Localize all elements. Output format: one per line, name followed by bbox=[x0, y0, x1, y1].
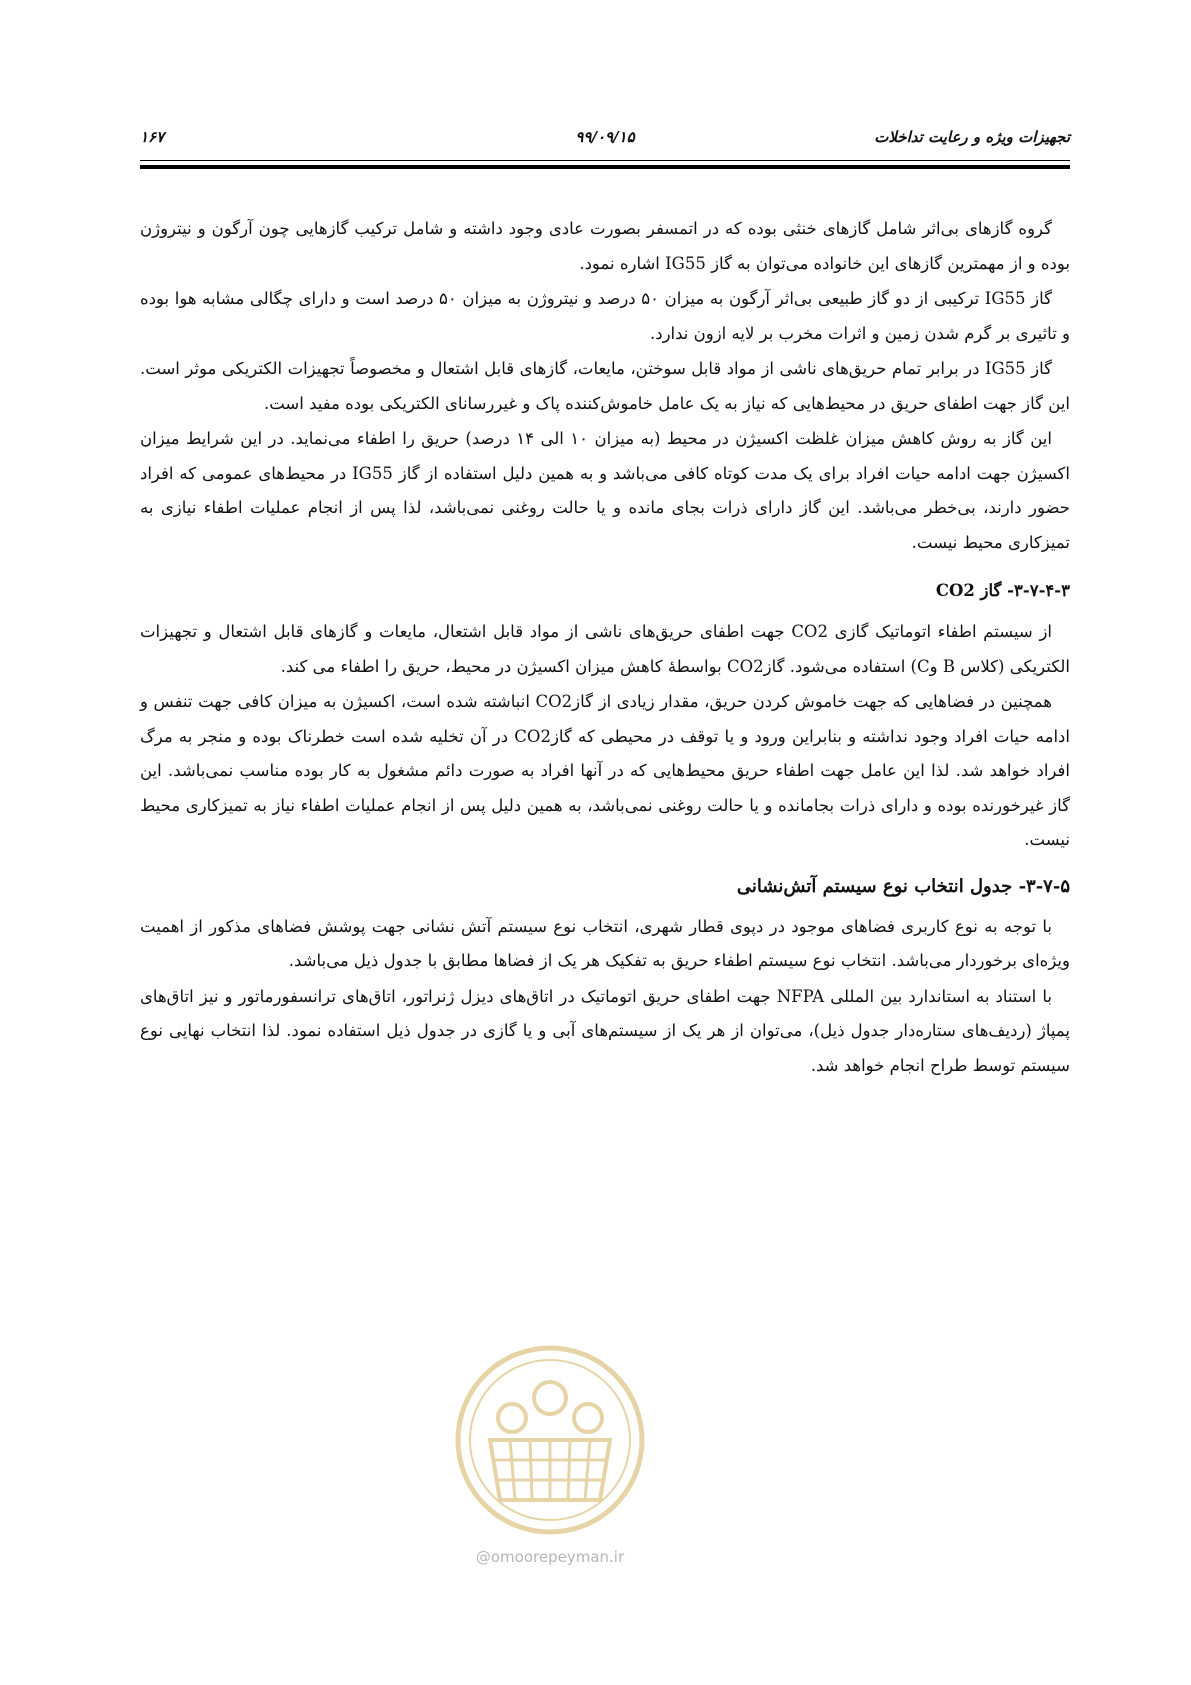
paragraph-ig55-method: این گاز به روش کاهش میزان غلظت اکسیژن در محیط (به میزان ۱۰ الی ۱۴ درصد) حریق را اطفاء می‌نماید. در این شرایط میزان اکسیژن جهت ادامه حیات افراد برای یک مدت کوتاه کافی می‌باشد و به همین دلیل استفاده از گاز IG55 در محیط‌های عمومی که افراد حضور دارند، بی‌خطر می‌باشد. این گاز دارای ذرات بجای مانده و یا حالت روغنی نمی‌باشد، لذا پس از انجام عملیات اطفاء نیازی به تمیزکاری محیط نیست. bbox=[140, 429, 1070, 552]
header-rule-thick bbox=[140, 165, 1070, 169]
running-header bbox=[140, 128, 1070, 156]
section-heading-system-table: ۳-۷-۵- جدول انتخاب نوع سیستم آتش‌نشانی bbox=[736, 875, 1070, 897]
page-number: ۱۶۷ bbox=[140, 128, 165, 146]
paragraph-ig55-effectiveness: گاز IG55 در برابر تمام حریق‌های ناشی از مواد قابل سوختن، مایعات، گازهای قابل اشتعال و مخصوصاً تجهیزات الکتریکی موثر است. این گاز جهت اطفای حریق در محیط‌هایی که نیاز به یک عامل خاموش‌کننده پاک و غیررسانای الکتریکی بوده مفید است. bbox=[140, 359, 1070, 413]
header-rule-thin bbox=[140, 160, 1070, 161]
header-title: تجهیزات ویژه و رعایت تداخلات bbox=[874, 128, 1070, 146]
paragraph-co2-hazard: همچنین در فضاهایی که جهت خاموش کردن حریق، مقدار زیادی از گازCO2 انباشته شده است، اکسیژن به میزان کافی جهت تنفس و ادامه حیات افراد وجود نداشته و بنابراین ورود و یا توقف در محیطی که گازCO2 در آن تخلیه شده است خطرناک بوده و منجر به مرگ افراد خواهد شد. لذا این عامل جهت اطفاء حریق محیط‌هایی که در آنها افراد به صورت دائم مشغول به کار بوده مناسب نمی‌باشد. این گاز غیرخورنده بوده و دارای ذرات بجامانده و یا حالت روغنی نمی‌باشد، به همین دلیل پس از انجام عملیات اطفاء نیاز به تمیزکاری محیط نیست. bbox=[140, 692, 1070, 849]
paragraph-co2-system: از سیستم اطفاء اتوماتیک گازی CO2 جهت اطفای حریق‌های ناشی از مواد قابل اشتعال، مایعات و گازهای قابل اشتعال و تجهیزات الکتریکی (کلاس B وC) استفاده می‌شود. گازCO2 بواسطهٔ کاهش میزان اکسیژن در محیط، حریق را اطفاء می کند. bbox=[140, 622, 1070, 676]
paragraph-nfpa: با استناد به استاندارد بین المللی NFPA جهت اطفای حریق اتوماتیک در اتاق‌های دیزل ژنراتور، اتاق‌های ترانسفورماتور و نیز اتاق‌های پمپاژ (ردیف‌های ستاره‌دار جدول ذیل)، می‌توان از هر یک از سیستم‌های آبی و یا گازی در جدول ذیل استفاده نمود. لذا انتخاب نهایی نوع سیستم توسط طراح انجام خواهد شد. bbox=[140, 986, 1070, 1075]
watermark-seal-logo bbox=[450, 1340, 650, 1540]
document-body bbox=[140, 212, 1070, 1084]
header-date: ۹۹/۰۹/۱۵ bbox=[575, 128, 635, 146]
paragraph-system-selection: با توجه به نوع کاربری فضاهای موجود در دپوی قطار شهری، انتخاب نوع سیستم آتش نشانی جهت پوشش فضاهای مذکور از اهمیت ویژه‌ای برخوردار می‌باشد. انتخاب نوع سیستم اطفاء حریق به تفکیک هر یک از فضاها مطابق با جدول ذیل می‌باشد. bbox=[140, 916, 1070, 970]
watermark-url: @omoorepeyman.ir bbox=[475, 1548, 625, 1566]
paragraph-inert-gases: گروه گازهای بی‌اثر شامل گازهای خنثی بوده که در اتمسفر بصورت عادی وجود داشته و شامل ترکیب گازهایی چون آرگون و نیتروژن بوده و از مهمترین گازهای این خانواده می‌توان به گاز IG55 اشاره نمود. bbox=[140, 219, 1070, 273]
paragraph-ig55-composition: گاز IG55 ترکیبی از دو گاز طبیعی بی‌اثر آرگون به میزان ۵۰ درصد و نیتروژن به میزان ۵۰ درصد است و دارای چگالی مشابه هوا بوده و تاثیری بر گرم شدن زمین و اثرات مخرب بر لایه ازون ندارد. bbox=[140, 289, 1070, 343]
section-heading-co2: ۳-۷-۴-۳- گاز CO2 bbox=[935, 581, 1070, 600]
